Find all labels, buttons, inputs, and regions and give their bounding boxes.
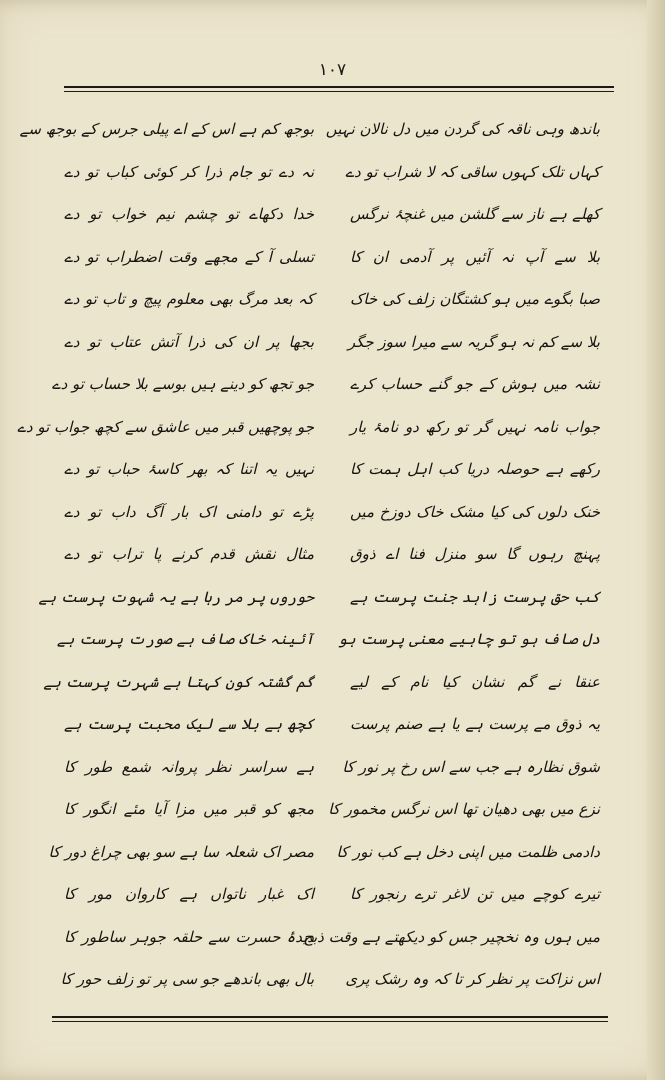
verse-line: میں ہوں وہ نخچیر جس کو دیکھتے ہے وقت ذبح bbox=[303, 927, 600, 946]
verse-line: نشہ میں ہوش کے جو گنے حساب کرے bbox=[350, 375, 600, 393]
bottom-rule bbox=[52, 1016, 608, 1018]
verse-line: کچھ ہے بلا سے لیک محبت پرست ہے bbox=[64, 715, 314, 733]
verse-line: جو پوچھیں قبر میں عاشق سے کچھ جواب تو دے bbox=[17, 417, 314, 436]
verse-line: بلا سے آپ نہ آئیں پر آدمی ان کا bbox=[350, 247, 600, 266]
verse-line: اس نزاکت پر نظر کر تا کہ وہ رشک پری bbox=[345, 970, 600, 988]
verse-line: خدا دکھاے تو چشم نیم خواب تو دے bbox=[64, 205, 314, 223]
verse-line: جو تجھ کو دینے ہیں بوسے بلا حساب تو دے bbox=[51, 375, 314, 393]
verse-line: پڑے تو دامنی اک بار آگ داب تو دے bbox=[64, 502, 314, 521]
verse-line: جواب نامہ نہیں گر تو رکھ دو نامۂ یار bbox=[350, 417, 600, 436]
verse-line: پہنچ رہوں گا سو منزل فنا اے ذوق bbox=[350, 545, 600, 563]
verse-line: بال بھی باندھے جو سی پر تو زلف حور کا bbox=[60, 970, 314, 988]
verse-line: ہے سراسر نظر پروانہ شمع طور کا bbox=[64, 757, 314, 776]
top-rule bbox=[64, 86, 614, 88]
verse-line: اک غبار ناتواں ہے کاروان مور کا bbox=[64, 885, 314, 903]
verse-line: مجھ کو قبر میں مزا آیا مئے انگور کا bbox=[64, 800, 314, 818]
verse-line: بلا سے کم نہ ہو گریہ سے میرا سوز جگر bbox=[347, 332, 600, 351]
verse-line: بوجھ کم ہے اس کے اے پیلی جرس کے بوجھ سے bbox=[19, 120, 314, 138]
verse-line: صبا بگوے میں ہو کشتگان زلف کی خاک bbox=[350, 290, 600, 308]
verse-line: یہ ذوق مے پرست ہے یا ہے صنم پرست bbox=[350, 715, 600, 733]
right-column bbox=[303, 108, 600, 1001]
page-edge bbox=[647, 0, 665, 1080]
verse-line: نزع میں بھی دھیان تھا اس نرگس مخمور کا bbox=[328, 800, 600, 818]
left-column bbox=[17, 108, 314, 1001]
page-number: ۱۰۷ bbox=[318, 60, 347, 80]
verse-line: بجھا پر ان کی ذرا آتش عتاب تو دے bbox=[64, 332, 314, 351]
verse-line: دیدۂ حسرت سے حلقہ جوہر ساطور کا bbox=[64, 927, 314, 946]
verse-line: کہاں تلک کہوں ساقی کہ لا شراب تو دے bbox=[345, 162, 600, 181]
verse-line: آئینہ خاک صاف ہے صورت پرست ہے bbox=[56, 630, 314, 648]
verse-line: کب حق پرست زاہد جنت پرست ہے bbox=[350, 587, 600, 606]
verse-line: مصر اک شعلہ سا ہے سو بھی چراغ دور کا bbox=[48, 842, 314, 861]
verse-line: نہ دے تو جام ذرا کر کوئی کباب تو دے bbox=[64, 162, 314, 181]
verse-line: کھلے ہے ناز سے گلشن میں غنچۂ نرگس bbox=[350, 205, 600, 223]
verse-line: مثال نقش قدم کرنے پا تراب تو دے bbox=[64, 545, 314, 563]
verse-line: کہ بعد مرگ بھی معلوم پیچ و تاب تو دے bbox=[64, 290, 314, 308]
bottom-rule-thin bbox=[52, 1021, 608, 1022]
verse-line: باندھ وہی ناقہ کی گردن میں دل نالان نہیں bbox=[325, 120, 600, 138]
verse-line: رکھے ہے حوصلہ دریا کب اہل ہمت کا bbox=[350, 460, 600, 478]
verse-line: تیرے کوچے میں تن لاغر ترے رنجور کا bbox=[350, 885, 600, 903]
verse-line: دل صاف ہو تو چاہیے معنی پرست ہو bbox=[338, 630, 600, 648]
verse-line: عنقا نے گم نشان کیا نام کے لیے bbox=[350, 672, 600, 691]
verse-line: حوروں پر مر رہا ہے یہ شہوت پرست ہے bbox=[38, 587, 314, 606]
verse-line: نہیں یہ اتنا کہ بھر کاسۂ حباب تو دے bbox=[64, 460, 314, 478]
verse-line: شوق نظارہ ہے جب سے اس رخ پر نور کا bbox=[342, 757, 600, 776]
verse-line: خنک دلوں کی کیا مشک خاک دوزخ میں bbox=[350, 502, 600, 521]
verse-line: دادمی ظلمت میں اپنی دخل ہے کب نور کا bbox=[336, 842, 600, 861]
verse-line: تسلی آ کے مجھے وقت اضطراب تو دے bbox=[64, 247, 314, 266]
verse-line: گم گشتہ کون کہتا ہے شہرت پرست ہے bbox=[43, 672, 314, 691]
top-rule-thin bbox=[64, 91, 614, 92]
